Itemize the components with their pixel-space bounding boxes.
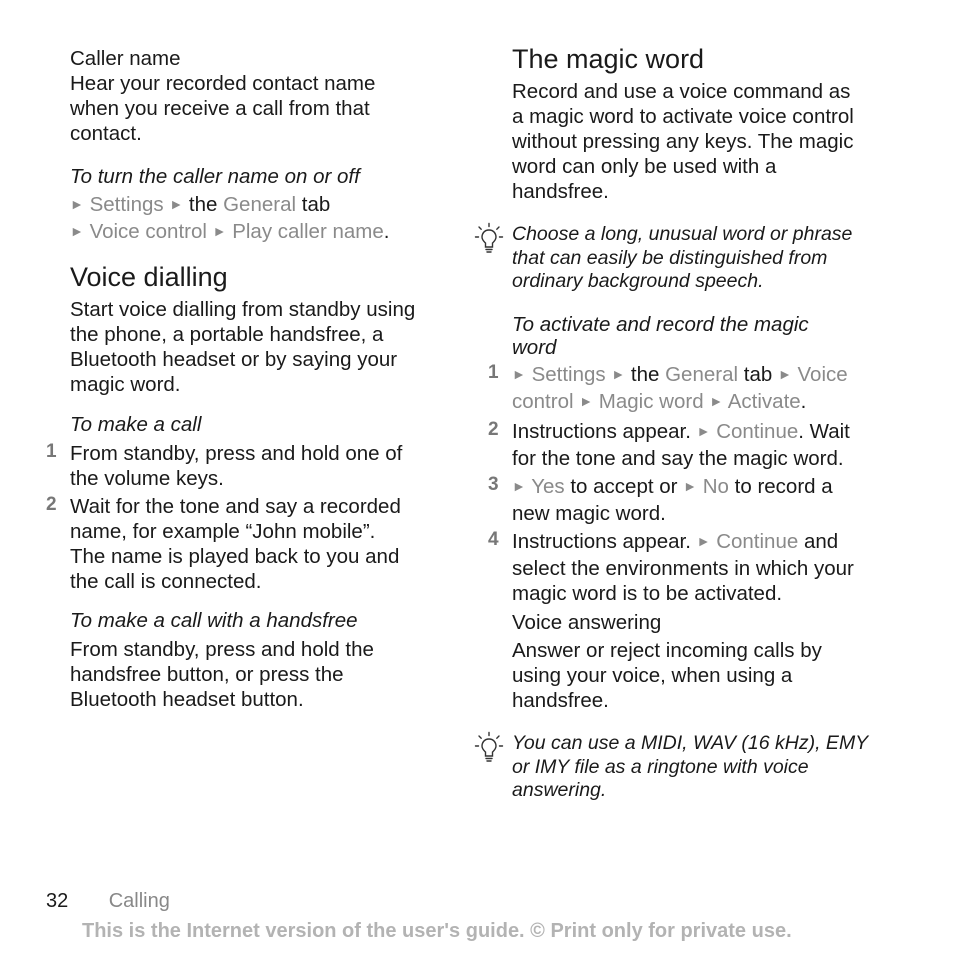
- caller-name-line: contact.: [70, 122, 142, 145]
- menu-item-control: control: [512, 390, 574, 413]
- voice-dialling-line: Bluetooth headset or by saying your: [70, 348, 398, 371]
- menu-item-voice: Voice: [797, 363, 848, 386]
- section-name: Calling: [108, 890, 170, 912]
- step-line: [512, 389, 854, 416]
- arrow-icon: ►: [579, 393, 594, 409]
- path-text-tab: tab: [301, 193, 331, 216]
- menu-item-continue: Continue: [716, 420, 799, 443]
- step-text: . Wait: [798, 420, 850, 443]
- activate-title-line: word: [512, 336, 557, 359]
- step-number: 1: [46, 441, 57, 462]
- tip-line: You can use a MIDI, WAV (16 kHz), EMY: [512, 732, 869, 754]
- magic-word-line: a magic word to activate voice control: [512, 105, 854, 128]
- arrow-icon: ►: [696, 533, 711, 549]
- make-call-section: [46, 413, 460, 594]
- caller-name-section: [70, 46, 375, 146]
- menu-item-continue: Continue: [716, 530, 799, 553]
- path-text-tab: tab: [743, 363, 773, 386]
- voice-dialling-line: Start voice dialling from standby using: [70, 298, 416, 321]
- handsfree-line: From standby, press and hold the: [70, 638, 374, 661]
- voice-answering-section: [512, 610, 822, 713]
- voice-dialling-line: magic word.: [70, 373, 181, 396]
- step-line: [512, 419, 854, 446]
- path-period: .: [383, 220, 390, 243]
- voice-answering-line: using your voice, when using a: [512, 664, 793, 687]
- voice-answering-line: Answer or reject incoming calls by: [512, 639, 822, 662]
- step-item: [488, 529, 854, 606]
- tip-magic-word: [512, 223, 852, 294]
- step-line: [512, 474, 854, 501]
- voice-answering-line: handsfree.: [512, 689, 609, 712]
- caller-name-line: Hear your recorded contact name: [70, 72, 376, 95]
- caller-name-line: when you receive a call from that: [70, 97, 370, 120]
- menu-item-yes: Yes: [531, 475, 565, 498]
- page-footer: [46, 890, 170, 913]
- voice-answering-title: Voice answering: [512, 611, 662, 634]
- activate-magic-word-section: [488, 313, 854, 606]
- make-call-title: To make a call: [70, 413, 202, 436]
- arrow-icon: ►: [709, 393, 724, 409]
- step-item: [46, 494, 460, 594]
- arrow-icon: ►: [70, 223, 84, 239]
- arrow-icon: ►: [212, 223, 227, 239]
- handsfree-line: handsfree button, or press the: [70, 663, 344, 686]
- step-number: 4: [488, 529, 499, 550]
- tip-line: answering.: [512, 779, 607, 801]
- step-line: [512, 362, 854, 389]
- arrow-icon: ►: [777, 366, 792, 382]
- magic-word-section: [512, 43, 854, 204]
- step-item: [488, 419, 854, 471]
- path-period: .: [800, 390, 807, 413]
- tip-line: or IMY file as a ringtone with voice: [512, 755, 809, 778]
- arrow-icon: ►: [169, 196, 184, 212]
- step-text: to accept or: [570, 475, 678, 498]
- path-text-the: the: [188, 193, 218, 216]
- magic-word-line: Record and use a voice command as: [512, 80, 851, 103]
- step-line: From standby, press and hold one of: [70, 442, 403, 465]
- step-line: the volume keys.: [70, 467, 224, 490]
- magic-word-line: without pressing any keys. The magic: [512, 130, 854, 153]
- menu-item-voice-control: Voice control: [89, 220, 207, 243]
- activate-title-line: To activate and record the magic: [512, 313, 809, 336]
- step-number: 2: [488, 419, 499, 440]
- magic-word-line: handsfree.: [512, 180, 609, 203]
- toggle-caller-name-section: [70, 165, 389, 246]
- menu-path-settings: [70, 192, 389, 219]
- menu-item-general: General: [223, 193, 297, 216]
- toggle-caller-name-title: To turn the caller name on or off: [70, 165, 360, 188]
- step-item: [46, 441, 460, 491]
- menu-path-voice-control: [70, 219, 389, 246]
- arrow-icon: ►: [683, 478, 698, 494]
- menu-item-settings: Settings: [531, 363, 606, 386]
- menu-item-magic-word: Magic word: [598, 390, 704, 413]
- arrow-icon: ►: [696, 423, 711, 439]
- tip-ringtone: [512, 732, 868, 803]
- step-text: Instructions appear.: [512, 420, 691, 443]
- menu-item-play-caller-name: Play caller name: [232, 220, 384, 243]
- disclaimer-watermark: This is the Internet version of the user's guide. © Print only for private use.: [82, 920, 792, 942]
- step-line: new magic word.: [512, 502, 666, 525]
- tip-line: ordinary background speech.: [512, 270, 764, 292]
- step-number: 2: [46, 494, 57, 515]
- menu-item-settings: Settings: [89, 193, 164, 216]
- handsfree-line: Bluetooth headset button.: [70, 688, 304, 711]
- arrow-icon: ►: [611, 366, 626, 382]
- step-line: the call is connected.: [70, 570, 262, 593]
- page-number: 32: [46, 890, 69, 912]
- lightbulb-tip-icon: [474, 222, 504, 256]
- step-line: for the tone and say the magic word.: [512, 447, 844, 470]
- menu-item-general: General: [665, 363, 739, 386]
- tip-line: that can easily be distinguished from: [512, 246, 828, 269]
- step-line: Wait for the tone and say a recorded: [70, 495, 401, 518]
- arrow-icon: ►: [512, 478, 526, 494]
- step-line: The name is played back to you and: [70, 545, 400, 568]
- step-line: magic word is to be activated.: [512, 582, 783, 605]
- step-line: [512, 529, 854, 556]
- tip-line: Choose a long, unusual word or phrase: [512, 223, 853, 245]
- step-number: 3: [488, 474, 499, 495]
- menu-item-no: No: [702, 475, 729, 498]
- lightbulb-tip-icon: [474, 731, 504, 765]
- path-text-the: the: [630, 363, 660, 386]
- magic-word-title: The magic word: [512, 44, 705, 74]
- step-line: name, for example “John mobile”.: [70, 520, 376, 543]
- step-number: 1: [488, 362, 499, 383]
- step-text: and: [803, 530, 839, 553]
- step-line: select the environments in which your: [512, 557, 854, 580]
- arrow-icon: ►: [512, 366, 526, 382]
- step-text: to record a: [734, 475, 833, 498]
- voice-dialling-section: [70, 261, 415, 397]
- arrow-icon: ►: [70, 196, 84, 212]
- voice-dialling-line: the phone, a portable handsfree, a: [70, 323, 384, 346]
- step-item: [488, 474, 854, 526]
- voice-dialling-title: Voice dialling: [70, 262, 228, 292]
- menu-item-activate: Activate: [727, 390, 801, 413]
- handsfree-section: [70, 609, 374, 712]
- caller-name-title: Caller name: [70, 47, 181, 70]
- step-text: Instructions appear.: [512, 530, 691, 553]
- handsfree-title: To make a call with a handsfree: [70, 609, 358, 632]
- step-item: [488, 362, 854, 416]
- magic-word-line: word can only be used with a: [512, 155, 777, 178]
